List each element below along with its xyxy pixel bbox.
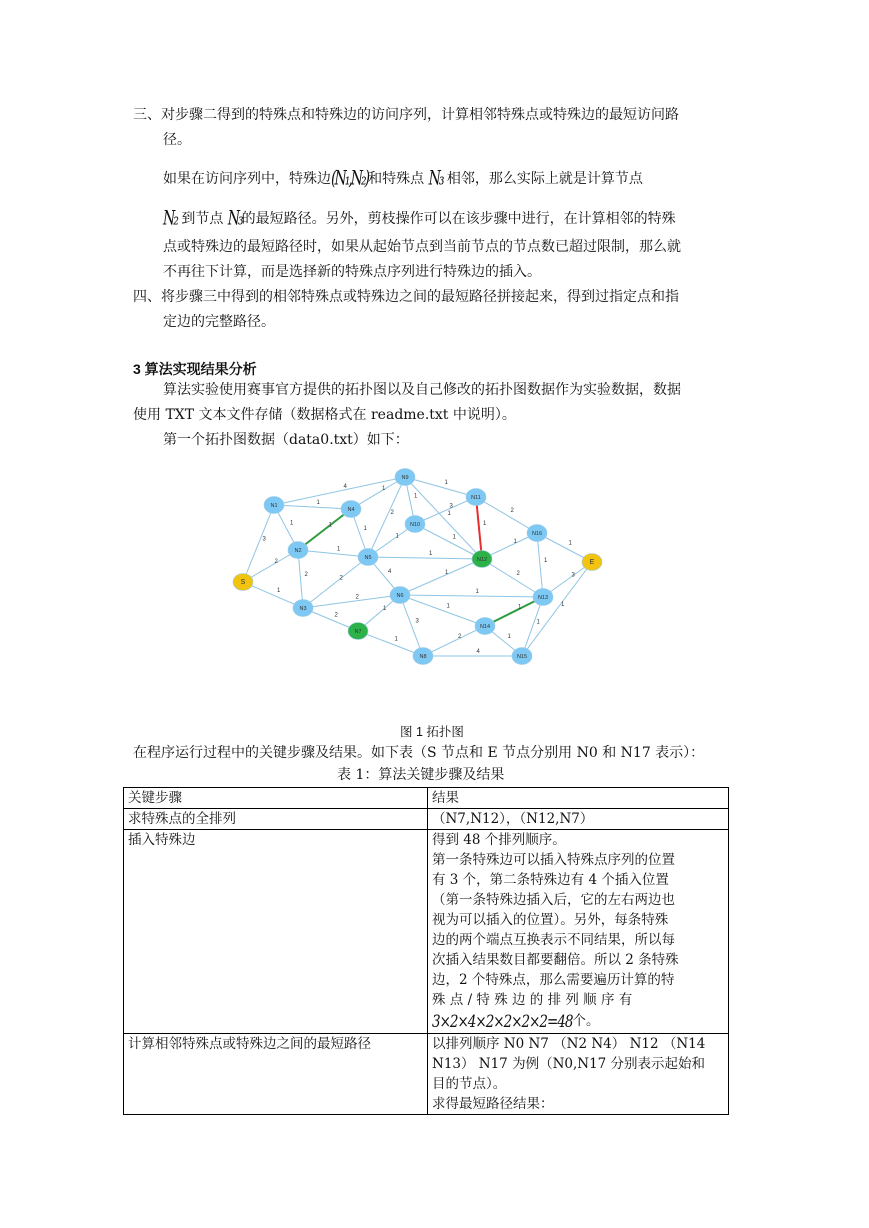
edge-weight-label: 2 (458, 634, 462, 640)
graph-nodes (233, 469, 602, 665)
table-row (124, 809, 729, 830)
graph-edge-weights (263, 480, 576, 655)
table-cell-result (428, 1033, 729, 1114)
section3-para1-line1: 算法实验使用赛事官方提供的拓扑图以及自己修改的拓扑图数据作为实验数据，数据 (163, 382, 681, 398)
graph-edge (243, 505, 274, 582)
edge-weight-label: 3 (571, 572, 575, 579)
edge-weight-label: 1 (444, 480, 448, 486)
table-header-cell: 关键步骤 (124, 788, 428, 809)
graph-node-label: N7 (354, 629, 362, 635)
graph-node-label: S (240, 579, 246, 586)
edge-weight-label: 1 (507, 634, 511, 640)
edge-weight-label: 1 (429, 551, 433, 557)
edge-weight-label: 1 (483, 521, 487, 527)
graph-edge (400, 595, 485, 626)
graph-edge (274, 477, 405, 505)
graph-edge (358, 631, 423, 656)
edge-weight-label: 3 (415, 618, 419, 625)
edge-weight-label: 1 (518, 604, 522, 611)
result-line-tail: 个。 (572, 1013, 600, 1029)
graph-edge (298, 550, 368, 557)
graph-node-label: N1 (270, 503, 278, 509)
graph-node-label: N11 (471, 495, 481, 501)
edge-weight-label: 1 (452, 534, 456, 541)
graph-node-label: N13 (537, 595, 549, 601)
result-line: 视为可以插入的位置）。另外，每条特殊 (432, 912, 669, 928)
result-line: 边，2 个特殊点，那么需要遍历计算的特 (432, 972, 675, 988)
graph-edge (476, 497, 482, 559)
graph-edge (400, 595, 423, 656)
edge-weight-label: 1 (363, 526, 367, 532)
step3-line2: 径。 (163, 132, 191, 148)
edge-weight-label: 1 (328, 522, 332, 529)
step3-line6: 不再往下计算，而是选择新的特殊点序列进行特殊边的插入。 (163, 264, 541, 280)
step3-para-line3 (163, 166, 643, 192)
graph-edge (482, 559, 543, 597)
edge-weight-label: 1 (382, 486, 386, 492)
table-header-row (124, 788, 729, 809)
result-line: 次插入结果数目都要翻倍。所以 2 条特殊 (432, 952, 679, 968)
graph-node-label: N10 (409, 522, 421, 528)
graph-node-label: N4 (347, 507, 355, 513)
graph-node-label: N14 (479, 624, 491, 630)
step4-line1: 四、将步骤三中得到的相邻特殊点或特殊边之间的最短路径拼接起来，得到过指定点和指 (133, 289, 679, 305)
step3-line1: 三、对步骤二得到的特殊点和特殊边的访问序列，计算相邻特殊点或特殊边的最短访问路 (133, 107, 679, 123)
edge-weight-label: 1 (475, 589, 479, 595)
table-cell-step: 求特殊点的全排列 (124, 809, 428, 830)
edge-weight-label: 4 (343, 484, 347, 490)
steps-results-table (123, 787, 729, 1115)
graph-edge (415, 524, 482, 559)
step4-line2: 定边的完整路径。 (163, 314, 275, 330)
edge-weight-label: 1 (568, 540, 572, 547)
edge-weight-label: 1 (395, 533, 399, 540)
result-line: （第一条特殊边插入后，它的左右两边也 (432, 892, 675, 908)
step3-text: 到节点 (181, 211, 224, 227)
step3-text: 的最短路径。另外，剪枝操作可以在该步骤中进行，在计算相邻的特殊 (241, 211, 676, 227)
edge-weight-label: 1 (561, 602, 565, 608)
step3-line5: 点或特殊边的最短路径时，如果从起始节点到当前节点的节点数已超过限制，那么就 (163, 239, 681, 255)
graph-edge (368, 557, 482, 559)
edge-weight-label: 1 (544, 558, 548, 564)
edge-weight-label: 1 (513, 539, 517, 545)
edge-weight-label: 2 (334, 612, 338, 619)
edge-weight-label: 2 (510, 508, 514, 514)
graph-node-label: N15 (516, 654, 528, 660)
step3-text: 相邻，那么实际上就是计算节点 (446, 171, 643, 187)
edge-weight-label: 4 (476, 649, 480, 655)
topology-graph (230, 466, 610, 676)
result-line: 得到 48 个排列顺序。 (432, 832, 566, 848)
edge-weight-label: 2 (274, 559, 278, 565)
edge-weight-label: 1 (316, 500, 320, 506)
graph-edges (240, 477, 592, 656)
table-cell-step: 计算相邻特殊点或特殊边之间的最短路径 (124, 1033, 428, 1114)
table-row (124, 1033, 729, 1114)
table-cell-result (428, 830, 729, 1034)
result-line: 以排列顺序 N0 N7 （N2 N4） N12 （N14 (432, 1035, 706, 1052)
after-figure-text: 在程序运行过程中的关键步骤及结果。如下表（S 节点和 E 节点分别用 N0 和 N17 表示）： (133, 745, 705, 761)
edge-weight-label: 1 (446, 603, 450, 610)
edge-weight-label: 3 (449, 503, 453, 510)
edge-weight-label: 2 (390, 510, 394, 516)
node-formula: N₂ (163, 207, 177, 231)
edge-weight-label: 4 (388, 569, 392, 575)
edge-weight-label: 1 (414, 493, 418, 500)
step3-text: 和特殊点 (368, 171, 425, 187)
section3-para2: 第一个拓扑图数据（data0.txt）如下： (163, 432, 409, 448)
result-line: N13） N17 为例（N0,N17 分别表示起始和 (432, 1055, 706, 1072)
edge-weight-label: 1 (290, 520, 294, 527)
result-line: 殊 点 / 特 殊 边 的 排 列 顺 序 有 (432, 992, 633, 1008)
result-line: 目的节点）。 (432, 1075, 507, 1092)
section-heading: 3 算法实现结果分析 (133, 361, 257, 377)
node-formula: N₃ (428, 167, 443, 191)
figure-caption: 图 1 拓扑图 (400, 725, 464, 739)
graph-node-label: N5 (364, 555, 372, 561)
graph-edge (400, 595, 543, 597)
result-line (432, 1010, 724, 1033)
graph-node-label: N2 (294, 548, 302, 554)
table-cell-result: （N7,N12），（N12,N7） (428, 809, 729, 830)
edge-weight-label: 1 (383, 606, 387, 612)
count-formula: 3×2×4×2×2×2×2=48 (432, 1011, 573, 1032)
edge-weight-label: 2 (339, 575, 343, 582)
edge-weight-label: 2 (516, 571, 520, 577)
graph-edge (298, 509, 351, 550)
graph-node-label: N12 (476, 557, 488, 563)
table-cell-step: 插入特殊边 (124, 830, 428, 1034)
graph-node-label: N16 (531, 531, 543, 537)
table-row (124, 830, 729, 1034)
edge-formula: (N₁,N₂) (331, 167, 369, 191)
graph-node-label: N8 (419, 654, 427, 660)
graph-edge (400, 559, 482, 595)
graph-node-label: N6 (396, 593, 404, 599)
graph-node-label: N3 (299, 606, 307, 612)
table-header-cell: 结果 (428, 788, 729, 809)
edge-weight-label: 2 (304, 572, 308, 578)
graph-node-label: N9 (401, 475, 409, 481)
edge-weight-label: 3 (262, 536, 266, 543)
edge-weight-label: 1 (277, 588, 281, 594)
edge-weight-label: 1 (447, 511, 451, 517)
edge-weight-label: 1 (394, 636, 398, 643)
result-line: 有 3 个，第二条特殊边有 4 个插入位置 (432, 872, 669, 888)
result-line: 边的两个端点互换表示不同结果，所以每 (432, 932, 675, 948)
graph-edge (522, 562, 592, 656)
graph-edge (274, 505, 351, 509)
table-caption: 表 1：算法关键步骤及结果 (337, 767, 505, 783)
result-line: 求得最短路径结果： (432, 1095, 554, 1112)
section3-para1-line2: 使用 TXT 文本文件存储（数据格式在 readme.txt 中说明）。 (133, 407, 516, 423)
step3-text: 如果在访问序列中，特殊边 (163, 171, 331, 187)
graph-edge (537, 533, 543, 597)
node-formula: N₃ (227, 207, 242, 231)
edge-weight-label: 1 (445, 570, 449, 576)
result-line: 第一条特殊边可以插入特殊点序列的位置 (432, 852, 675, 868)
graph-edge (368, 477, 405, 557)
edge-weight-label: 1 (536, 619, 540, 626)
graph-edge (476, 497, 537, 533)
step3-para-line4 (163, 206, 676, 232)
graph-node-label: E (589, 559, 595, 566)
edge-weight-label: 1 (337, 546, 341, 553)
edge-weight-label: 2 (355, 594, 359, 601)
